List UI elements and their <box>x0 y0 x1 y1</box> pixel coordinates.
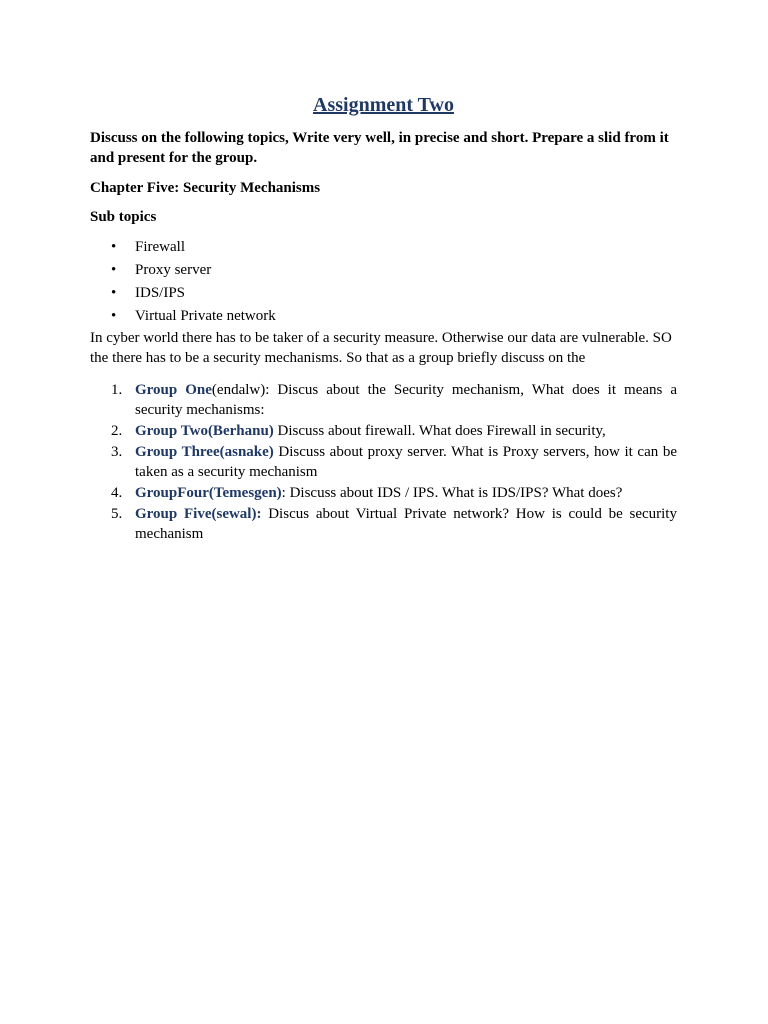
chapter-heading: Chapter Five: Security Mechanisms <box>90 180 321 196</box>
subtopic-text: Firewall <box>135 239 185 255</box>
intro-instructions: Discuss on the following topics, Write very well, in precise and short. Prepare a slid from it and present for the group. <box>90 130 669 166</box>
group-task: Discuss about firewall. What does Firewall in security, <box>273 423 606 439</box>
group-name: Group Five(sewal): <box>135 506 262 522</box>
list-number: 4. <box>111 485 123 501</box>
body-paragraph: In cyber world there has to be taker of a security measure. Otherwise our data are vulnerable. SO the there has to be a security mechanisms. So that as a group briefly discuss on the <box>90 330 672 366</box>
subtopics-list <box>90 236 677 328</box>
list-item <box>90 421 677 441</box>
bullet-icon: • <box>111 285 117 301</box>
group-name: GroupFour(Temesgen) <box>135 485 282 501</box>
bullet-icon: • <box>111 239 117 255</box>
group-name: Group One <box>135 382 212 398</box>
group-task: Discuss about proxy server. What is Proxy servers, how it can be taken as a security mechanism <box>135 444 678 480</box>
list-number: 1. <box>111 382 123 398</box>
list-number: 3. <box>111 444 123 460</box>
list-item <box>90 483 677 503</box>
bullet-icon: • <box>111 262 117 278</box>
group-task: (endalw): Discus about the Security mechanism, What does it means a security mechanisms: <box>135 382 678 418</box>
list-item <box>90 282 677 305</box>
list-number: 2. <box>111 423 123 439</box>
subtopic-text: Proxy server <box>135 262 212 278</box>
list-item <box>90 259 677 282</box>
document-title: Assignment Two <box>313 94 454 116</box>
list-item <box>90 380 677 420</box>
group-task: : Discuss about IDS / IPS. What is IDS/IPS? What does? <box>281 485 623 501</box>
group-name: Group Two(Berhanu) <box>135 423 274 439</box>
subtopic-text: Virtual Private network <box>135 308 276 324</box>
subtopics-heading: Sub topics <box>90 209 157 225</box>
subtopic-text: IDS/IPS <box>135 285 186 301</box>
list-item <box>90 236 677 259</box>
list-number: 5. <box>111 506 123 522</box>
bullet-icon: • <box>111 308 117 324</box>
document-page <box>90 92 677 545</box>
list-item <box>90 442 677 482</box>
group-name: Group Three(asnake) <box>135 444 274 460</box>
group-assignments-list <box>90 380 677 544</box>
list-item <box>90 504 677 544</box>
list-item <box>90 305 677 328</box>
group-task: Discus about Virtual Private network? How is could be security mechanism <box>135 506 677 542</box>
